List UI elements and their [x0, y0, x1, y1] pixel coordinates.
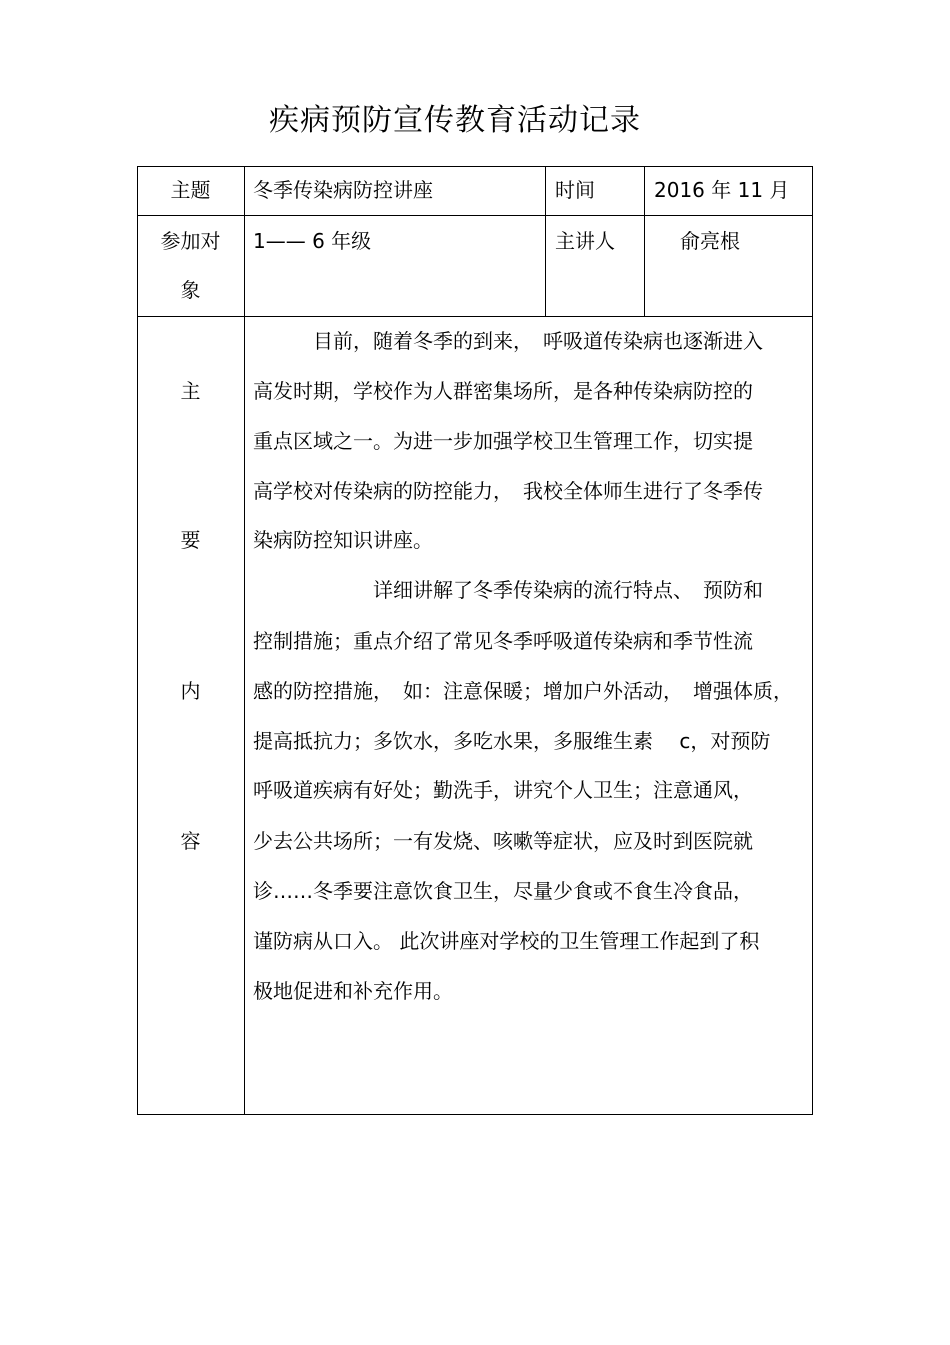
content-line: 感的防控措施， 如：注意保暖；增加户外活动， 增强体质，: [253, 679, 793, 703]
content-line: 诊……冬季要注意饮食卫生，尽量少食或不食生冷食品，: [253, 879, 753, 903]
topic-label: 主题: [170, 178, 211, 202]
content-label-char: 要: [180, 528, 201, 552]
content-line: 高发时期，学校作为人群密集场所，是各种传染病防控的: [253, 379, 753, 403]
audience-label-line1: 参加对: [160, 229, 221, 253]
content-line: 提高抵抗力；多饮水，多吃水果，多服维生素 c，对预防: [253, 729, 771, 753]
content-line: 极地促进和补充作用。: [253, 979, 453, 1003]
column-divider: [644, 166, 645, 316]
speaker-label: 主讲人: [555, 229, 615, 253]
content-line: 高学校对传染病的防控能力， 我校全体师生进行了冬季传: [253, 479, 763, 503]
content-line: 重点区域之一。为进一步加强学校卫生管理工作，切实提: [253, 429, 753, 453]
content-line: 染病防控知识讲座。: [253, 528, 433, 552]
content-label-char: 主: [180, 379, 201, 403]
content-label-char: 内: [180, 679, 201, 703]
audience-label-line2: 象: [180, 278, 201, 302]
audience-value: 1—— 6 年级: [253, 229, 372, 253]
content-line: 控制措施；重点介绍了常见冬季呼吸道传染病和季节性流: [253, 629, 753, 653]
speaker-value: 俞亮根: [680, 229, 740, 253]
content-line: 目前，随着冬季的到来， 呼吸道传染病也逐渐进入: [253, 329, 763, 353]
content-label-char: 容: [180, 829, 201, 853]
content-line: 呼吸道疾病有好处；勤洗手，讲究个人卫生；注意通风，: [253, 778, 753, 802]
topic-value: 冬季传染病防控讲座: [253, 178, 433, 202]
time-value: 2016 年 11 月: [654, 178, 790, 202]
time-label: 时间: [555, 178, 595, 202]
row-divider: [137, 316, 813, 317]
content-line: 谨防病从口入。 此次讲座对学校的卫生管理工作起到了积: [253, 929, 760, 953]
document-title: 疾病预防宣传教育活动记录: [269, 103, 641, 138]
column-divider: [545, 166, 546, 316]
column-divider: [244, 166, 245, 1115]
content-line: 详细讲解了冬季传染病的流行特点、 预防和: [253, 578, 763, 602]
content-line: 少去公共场所；一有发烧、咳嗽等症状，应及时到医院就: [253, 829, 753, 853]
row-divider: [137, 215, 813, 216]
